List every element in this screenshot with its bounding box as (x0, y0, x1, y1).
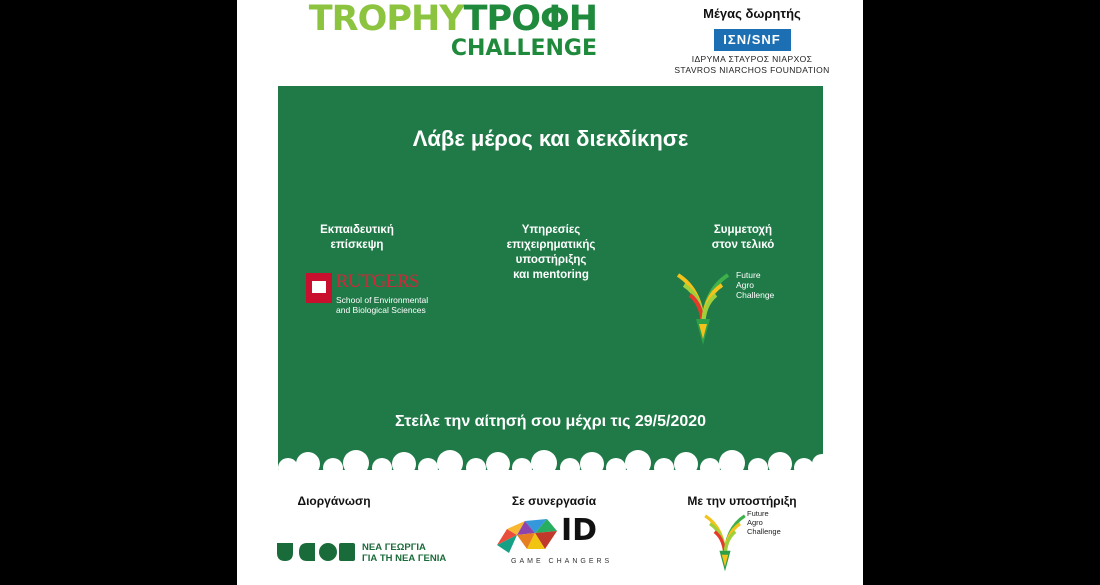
nea-georgia-logo (277, 540, 447, 562)
logo-title-latin: TROPHY (308, 0, 464, 39)
deadline-text: Στείλε την αίτησή σου μέχρι τις 29/5/2020 (394, 413, 707, 430)
partner-label: Σε συνεργασία (511, 494, 597, 508)
nea-georgia-line2: ΓΙΑ ΤΗ ΝΕΑ ΓΕΝΙΑ (362, 553, 447, 564)
organizer-label: Διοργάνωση (297, 494, 371, 508)
rutgers-subtitle: and Biological Sciences (336, 305, 426, 315)
prize-final-participation (668, 223, 818, 253)
prize-line: επιχειρηματικής (506, 239, 596, 251)
future-agro-challenge-label (736, 270, 774, 300)
future-agro-challenge-footer-label (747, 509, 781, 536)
prize-line: υποστήριξης (515, 254, 587, 266)
rutgers-logo (306, 271, 446, 316)
fac-word: Challenge (747, 527, 781, 536)
logo-title-greek: ΤΡΟΦΗ (463, 0, 597, 39)
support-label: Με την υποστήριξη (687, 494, 797, 508)
fac-word: Future (747, 509, 769, 518)
prize-line: επίσκεψη (330, 239, 384, 251)
panel-headline: Λάβε μέρος και διεκδίκησε (412, 126, 689, 151)
prize-line: Υπηρεσίες (521, 224, 581, 236)
snf-logo: ΙΣΝ/SNF (714, 29, 791, 51)
fac-word: Challenge (736, 290, 775, 300)
donor-block (672, 6, 832, 76)
nea-georgia-mark-icon (277, 543, 355, 561)
future-agro-challenge-icon (674, 269, 732, 347)
trophy-challenge-logo (277, 2, 597, 61)
green-panel (278, 86, 823, 471)
prize-business-support (476, 223, 626, 283)
rutgers-subtitle: School of Environmental (336, 295, 429, 305)
fac-word: Future (736, 270, 761, 280)
bull-icon (495, 515, 561, 555)
snf-name-english: STAVROS NIARCHOS FOUNDATION (674, 65, 830, 75)
snf-name-greek: ΙΔΡΥΜΑ ΣΤΑΥΡΟΣ ΝΙΑΡΧΟΣ (691, 54, 813, 64)
cloud-border (278, 446, 823, 478)
rutgers-wordmark: RUTGERS (336, 271, 420, 292)
future-agro-challenge-footer-icon (702, 509, 748, 575)
fac-word: Agro (736, 280, 754, 290)
game-changers-caption: GAME CHANGERS (511, 558, 613, 565)
poster-page (237, 0, 863, 585)
logo-title-challenge: CHALLENGE (450, 36, 597, 61)
prize-line: Συμμετοχή (713, 224, 773, 236)
rutgers-shield-icon (306, 273, 332, 303)
fac-word: Agro (747, 518, 763, 527)
donor-label: Μέγας δωρητής (703, 6, 801, 21)
prize-line: και mentoring (513, 269, 589, 281)
game-changers-logo (495, 513, 613, 565)
prize-line: Εκπαιδευτική (320, 224, 394, 236)
game-changers-id: ID (561, 513, 598, 548)
nea-georgia-line1: ΝΕΑ ΓΕΩΡΓΙΑ (362, 542, 426, 553)
prize-educational-visit (282, 223, 432, 253)
prize-line: στον τελικό (711, 239, 775, 251)
